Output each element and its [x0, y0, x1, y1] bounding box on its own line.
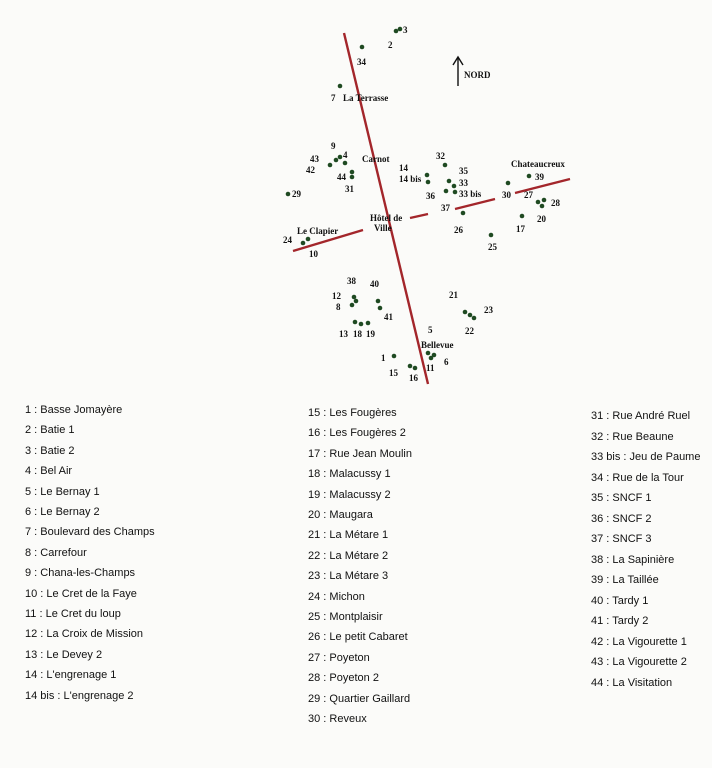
map-number-31: 31	[345, 184, 354, 194]
legend-item-number: 41	[591, 615, 604, 627]
map-number-37: 37	[441, 203, 450, 213]
map-number-2: 2	[388, 40, 393, 50]
map-number-8: 8	[336, 302, 341, 312]
legend-item-name: Rue de la Tour	[612, 471, 684, 484]
legend-item	[25, 588, 137, 601]
legend-item-number: 42	[591, 635, 604, 648]
legend-item-name: Quartier Gaillard	[329, 692, 411, 705]
legend-item	[308, 509, 373, 522]
legend-item-number: 31	[591, 410, 604, 422]
legend-item	[308, 672, 379, 685]
legend-item-separator: :	[320, 713, 330, 725]
legend-item-name: Poyeton 2	[329, 672, 379, 685]
legend-item	[308, 631, 408, 644]
north-label: NORD	[464, 70, 491, 80]
legend-item-number: 15	[308, 407, 321, 419]
legend-item	[25, 669, 116, 682]
legend-item-separator: :	[320, 509, 330, 521]
legend-item	[25, 628, 143, 641]
legend-item-number: 18	[308, 468, 321, 481]
legend-item	[308, 529, 388, 542]
legend-item-number: 19	[308, 488, 321, 501]
legend-item	[25, 608, 121, 621]
legend-item-name: La Vigourette 2	[612, 656, 687, 668]
map-number-4: 4	[343, 150, 348, 160]
map-number-33-bis: 33 bis	[459, 189, 482, 199]
legend-item-separator: :	[320, 631, 330, 644]
map-number-44: 44	[337, 172, 346, 182]
legend-item-number: 43	[591, 656, 604, 668]
legend-item-name: Rue Jean Moulin	[329, 447, 412, 460]
place-carnot: Carnot	[362, 154, 390, 164]
legend-item-separator: :	[31, 567, 41, 580]
legend-item-number: 2	[25, 424, 32, 437]
legend-item-separator: :	[320, 549, 330, 562]
legend-item-number: 14	[25, 669, 38, 682]
map-number-38: 38	[347, 276, 356, 286]
legend-item-name: Malacussy 1	[329, 468, 391, 481]
legend-item	[25, 424, 75, 437]
legend-item-separator: :	[603, 533, 613, 545]
legend-item-name: Bel Air	[40, 465, 73, 478]
legend-item-separator: :	[54, 689, 64, 702]
legend-item-name: Malacussy 2	[329, 488, 391, 501]
map-number-6: 6	[444, 357, 449, 367]
legend-item-separator: :	[603, 615, 613, 627]
legend-item	[308, 468, 391, 481]
legend-item-number: 17	[308, 447, 321, 460]
legend-item-name: L'engrenage 1	[46, 669, 117, 682]
legend-item	[25, 567, 135, 580]
legend-item-name: Rue Beaune	[612, 430, 674, 443]
legend-item	[591, 636, 687, 649]
legend-item-number: 23	[308, 570, 321, 583]
legend-item	[308, 693, 410, 706]
legend-item-separator: :	[31, 444, 41, 457]
legend-item-separator: :	[320, 427, 330, 440]
legend-item-name: La Sapinière	[612, 553, 675, 566]
legend-item	[591, 533, 652, 546]
legend-item	[591, 451, 700, 464]
map-number-33: 33	[459, 178, 468, 188]
legend-item-name: Tardy 1	[612, 594, 649, 607]
legend-item-separator: :	[31, 404, 41, 416]
legend-item-number: 14 bis	[25, 689, 55, 702]
legend-item-separator: :	[31, 506, 41, 518]
legend-item-separator: :	[603, 594, 613, 607]
legend-item-separator: :	[37, 648, 47, 661]
legend-item-separator: :	[37, 587, 47, 600]
legend-item-number: 12	[25, 628, 38, 641]
legend-item-separator: :	[320, 468, 330, 481]
map-number-22: 22	[465, 326, 474, 336]
legend-item-separator: :	[37, 628, 47, 641]
map-number-27: 27	[524, 190, 533, 200]
legend-item-name: Le Bernay 1	[40, 485, 100, 498]
map-number-5: 5	[428, 325, 433, 335]
legend-item-separator: :	[603, 553, 613, 566]
legend-item	[25, 486, 100, 499]
legend-item-number: 35	[591, 492, 604, 504]
legend-item-separator: :	[603, 492, 613, 504]
map-number-23: 23	[484, 305, 493, 315]
legend-item	[591, 615, 648, 628]
legend-item-number: 21	[308, 529, 321, 542]
legend-item	[591, 513, 652, 526]
legend-item-number: 6	[25, 506, 32, 518]
legend-item-number: 39	[591, 574, 604, 586]
legend-item-name: La Visitation	[612, 676, 673, 689]
map-number-7: 7	[331, 93, 336, 103]
map-number-35: 35	[459, 166, 468, 176]
place-bellevue: Bellevue	[421, 340, 454, 350]
legend-item-separator: :	[603, 410, 613, 422]
legend-item	[591, 595, 648, 608]
map-number-16: 16	[409, 373, 418, 383]
legend-item-name: La Métare 1	[329, 529, 389, 542]
map-number-29: 29	[292, 189, 301, 199]
map-number-15: 15	[389, 368, 398, 378]
place-chateaucreux: Chateaucreux	[511, 159, 565, 169]
legend-item-separator: :	[320, 407, 330, 419]
legend-item-separator: :	[620, 451, 630, 463]
legend-item	[308, 652, 370, 665]
map-number-32: 32	[436, 151, 445, 161]
map-number-20: 20	[537, 214, 546, 224]
map-number-39: 39	[535, 172, 544, 182]
legend-item-separator: :	[603, 635, 613, 648]
legend-item-number: 38	[591, 553, 604, 566]
legend-item	[591, 574, 659, 587]
legend-item-number: 33 bis	[591, 451, 621, 463]
map-number-25: 25	[488, 242, 497, 252]
legend-item-name: Carrefour	[40, 546, 87, 559]
legend-item-number: 4	[25, 465, 32, 478]
legend-item-number: 3	[25, 444, 32, 457]
legend-item-number: 30	[308, 713, 321, 725]
stop-dot	[301, 241, 306, 246]
map-number-14: 14	[399, 163, 408, 173]
legend-item-separator: :	[31, 546, 41, 559]
map-number-13: 13	[339, 329, 348, 339]
legend-item	[25, 649, 102, 662]
legend-item-name: Montplaisir	[329, 611, 383, 623]
legend-item	[308, 570, 388, 583]
legend-item	[308, 550, 388, 563]
legend-item-name: Jeu de Paume	[629, 451, 701, 463]
legend-item-name: La Vigourette 1	[612, 635, 687, 648]
legend-item-separator: :	[603, 512, 613, 525]
legend-item	[591, 677, 672, 690]
legend-item	[308, 611, 383, 624]
map-number-42: 42	[306, 165, 315, 175]
map-number-11: 11	[426, 363, 435, 373]
legend-column-3	[591, 0, 712, 768]
legend-item-number: 29	[308, 692, 321, 705]
map-number-12: 12	[332, 291, 341, 301]
legend-item-name: La Métare 2	[329, 549, 389, 562]
legend-item-separator: :	[603, 676, 613, 689]
legend-item	[25, 547, 87, 560]
legend-item-number: 5	[25, 485, 32, 498]
legend-item-number: 20	[308, 509, 321, 521]
legend-item-number: 16	[308, 427, 321, 440]
legend-item	[308, 591, 365, 604]
place-le-clapier: Le Clapier	[297, 226, 339, 236]
legend-item-separator: :	[603, 574, 613, 586]
legend-item	[591, 410, 690, 423]
legend-item-number: 8	[25, 546, 32, 559]
map-number-40: 40	[370, 279, 379, 289]
map-number-21: 21	[449, 290, 458, 300]
legend-item-separator: :	[31, 526, 41, 539]
legend-column-1	[25, 0, 295, 768]
legend-item-name: Le Bernay 2	[40, 506, 100, 518]
legend-item-name: Maugara	[329, 509, 373, 521]
legend-item-name: SNCF 3	[612, 533, 652, 545]
legend-item-separator: :	[320, 611, 330, 623]
legend-item	[591, 431, 674, 444]
map-number-14-bis: 14 bis	[399, 174, 422, 184]
legend-item	[25, 690, 134, 703]
legend-item	[25, 445, 75, 458]
legend-item-number: 9	[25, 567, 32, 580]
map-number-3: 3	[403, 25, 408, 35]
legend-item-separator: :	[320, 590, 330, 603]
legend-item	[591, 492, 652, 505]
legend-item-name: Basse Jomayère	[40, 404, 123, 416]
legend-item-name: Poyeton	[329, 651, 370, 664]
legend-item-separator: :	[320, 672, 330, 685]
legend-item-separator: :	[320, 570, 330, 583]
map-number-9: 9	[331, 141, 336, 151]
legend-item-number: 22	[308, 549, 321, 562]
legend-item-name: Michon	[329, 590, 365, 603]
legend-item-separator: :	[320, 447, 330, 460]
legend-item-number: 36	[591, 512, 604, 525]
legend-item	[591, 472, 684, 485]
legend-item-name: Boulevard des Champs	[40, 526, 155, 539]
legend-item-name: Rue André Ruel	[612, 410, 691, 422]
legend-item-number: 40	[591, 594, 604, 607]
legend-item	[308, 489, 391, 502]
legend-item	[25, 506, 100, 519]
legend-item-name: Chana-les-Champs	[40, 567, 136, 580]
place-la-terrasse: La Terrasse	[343, 93, 389, 103]
legend-item-separator: :	[320, 488, 330, 501]
legend-item-name: Les Fougères	[329, 407, 397, 419]
legend-item-separator: :	[320, 529, 330, 542]
map-number-28: 28	[551, 198, 560, 208]
legend-item-separator: :	[31, 465, 41, 478]
legend-item	[25, 404, 122, 417]
legend-item-name: SNCF 2	[612, 512, 652, 525]
legend-item	[308, 713, 367, 726]
legend-item-name: Tardy 2	[612, 615, 649, 627]
legend-item-name: Le Devey 2	[46, 648, 103, 661]
legend-item-number: 44	[591, 676, 604, 689]
legend-item-separator: :	[36, 608, 46, 620]
map-number-19: 19	[366, 329, 375, 339]
legend-item-name: Batie 1	[40, 424, 75, 437]
legend-item	[591, 554, 674, 567]
map-number-18: 18	[353, 329, 362, 339]
legend-item-separator: :	[603, 471, 613, 484]
place-hotel-de: Hôtel de	[370, 213, 403, 223]
legend-item-name: Batie 2	[40, 444, 75, 457]
map-number-30: 30	[502, 190, 511, 200]
legend-item-name: L'engrenage 2	[63, 689, 134, 702]
legend-item-separator: :	[603, 430, 613, 443]
legend-column-2	[308, 0, 588, 768]
legend-item-number: 27	[308, 651, 321, 664]
legend-item-separator: :	[320, 692, 330, 705]
legend-item	[591, 656, 687, 669]
map-number-1: 1	[381, 353, 386, 363]
legend-item-name: Le Cret de la Faye	[46, 587, 137, 600]
legend-item-number: 25	[308, 611, 321, 623]
map-number-26: 26	[454, 225, 463, 235]
legend-item-name: La Taillée	[612, 574, 659, 586]
legend-item-name: La Métare 3	[329, 570, 389, 583]
map-number-36: 36	[426, 191, 435, 201]
legend-item-name: Les Fougères 2	[329, 427, 406, 440]
map-number-43: 43	[310, 154, 319, 164]
legend-item-number: 10	[25, 587, 38, 600]
legend-item-name: Le petit Cabaret	[329, 631, 408, 644]
place-ville: Ville	[374, 223, 392, 233]
legend-item-number: 24	[308, 590, 321, 603]
legend-item-separator: :	[603, 656, 613, 668]
map-number-41: 41	[384, 312, 393, 322]
legend-item-number: 32	[591, 430, 604, 443]
legend-item-name: SNCF 1	[612, 492, 652, 504]
legend-item	[308, 427, 406, 440]
legend-item-separator: :	[320, 651, 330, 664]
legend-item-number: 7	[25, 526, 32, 539]
legend-item-separator: :	[37, 669, 47, 682]
map-number-24: 24	[283, 235, 292, 245]
legend-item-number: 34	[591, 471, 604, 484]
map-number-17: 17	[516, 224, 525, 234]
map-number-34: 34	[357, 57, 366, 67]
legend-item-name: Reveux	[329, 713, 367, 725]
legend-item	[308, 448, 412, 461]
legend-item-separator: :	[31, 485, 41, 498]
legend-item-name: La Croix de Mission	[46, 628, 144, 641]
legend-item-number: 1	[25, 404, 32, 416]
legend-item-number: 37	[591, 533, 604, 545]
legend-item-separator: :	[31, 424, 41, 437]
map-number-10: 10	[309, 249, 318, 259]
legend-item-number: 13	[25, 648, 38, 661]
legend-item	[308, 407, 397, 420]
legend-item	[25, 465, 72, 478]
legend-item-number: 11	[25, 608, 37, 620]
legend-item	[25, 526, 155, 539]
legend-item-number: 28	[308, 672, 321, 685]
legend-item-name: Le Cret du loup	[45, 608, 121, 620]
legend-item-number: 26	[308, 631, 321, 644]
